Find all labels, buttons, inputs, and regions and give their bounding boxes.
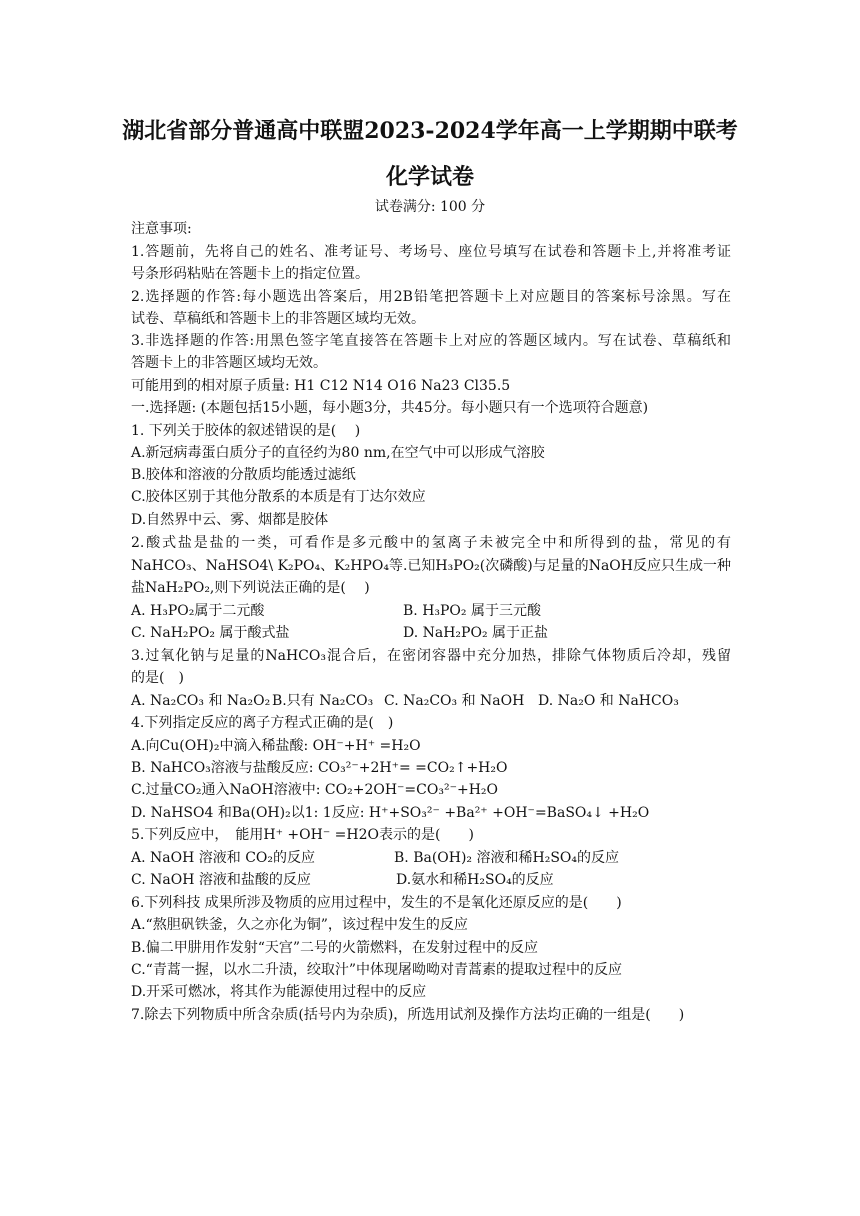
q1-option-c: C.胶体区别于其他分散系的本质是有丁达尔效应	[131, 489, 426, 505]
q6-option-b: B.偏二甲肼用作发射“天宫”二号的火箭燃料，在发射过程中的反应	[131, 940, 539, 956]
note-2-line-2: 试卷、草稿纸和答题卡上的非答题区域均无效。	[131, 311, 425, 327]
q4-option-c: C.过量CO₂通入NaOH溶液中: CO₂+2OH⁻=CO₃²⁻+H₂O	[131, 782, 498, 798]
note-2-line-1: 2.选择题的作答:每小题选出答案后，用2B铅笔把答题卡上对应题目的答案标号涂黑。写在	[131, 289, 731, 305]
q2-option-b: B. H₃PO₂ 属于三元酸	[403, 603, 541, 619]
q5-option-b: B. Ba(OH)₂ 溶液和稀H₂SO₄的反应	[394, 850, 619, 866]
q4-option-a: A.向Cu(OH)₂中滴入稀盐酸: OH⁻+H⁺ =H₂O	[131, 738, 421, 754]
q3-option-d: D. Na₂O 和 NaHCO₃	[538, 693, 679, 709]
q3-option-a: A. Na₂CO₃ 和 Na₂O₂	[131, 693, 271, 709]
q1-option-a: A.新冠病毒蛋白质分子的直径约为80 nm,在空气中可以形成气溶胶	[131, 445, 545, 461]
q6-stem: 6.下列科技 成果所涉及物质的应用过程中，发生的不是氧化还原反应的是( )	[131, 895, 622, 911]
note-3-line-1: 3.非选择题的作答:用黑色签字笔直接答在答题卡上对应的答题区域内。写在试卷、草稿纸和	[131, 333, 731, 349]
q6-option-c: C.“青蒿一握，以水二升渍，绞取汁”中体现屠呦呦对青蒿素的提取过程中的反应	[131, 962, 622, 978]
q6-option-a: A.“熬胆矾铁釜，久之亦化为铜”，该过程中发生的反应	[131, 917, 468, 933]
q3-stem-line-1: 3.过氧化钠与足量的NaHCO₃混合后，在密闭容器中充分加热，排除气体物质后冷却，残留	[131, 648, 731, 664]
q2-stem-line-3: 盐NaH₂PO₂,则下列说法正确的是( )	[131, 580, 370, 596]
q3-option-c: C. Na₂CO₃ 和 NaOH	[384, 693, 525, 709]
note-1-line-2: 号条形码粘贴在答题卡上的指定位置。	[131, 266, 369, 282]
notes-heading: 注意事项:	[131, 221, 192, 237]
q1-option-b: B.胶体和溶液的分散质均能透过滤纸	[131, 467, 356, 483]
exam-score: 试卷满分: 100 分	[374, 199, 486, 215]
section-heading: 一.选择题: (本题包括15小题，每小题3分，共45分。每小题只有一个选项符合题意)	[131, 400, 649, 416]
q3-stem-line-2: 的是( )	[131, 670, 184, 686]
q4-stem: 4.下列指定反应的离子方程式正确的是( )	[131, 715, 394, 731]
note-3-line-2: 答题卡上的非答题区域均无效。	[131, 355, 327, 371]
exam-title: 湖北省部分普通高中联盟2023-2024学年高一上学期期中联考	[122, 118, 738, 144]
q3-option-b: B.只有 Na₂CO₃	[272, 693, 374, 709]
q5-stem: 5.下列反应中， 能用H⁺ +OH⁻ =H2O表示的是( )	[131, 827, 474, 843]
atomic-masses: 可能用到的相对原子质量: H1 C12 N14 O16 Na23 Cl35.5	[131, 378, 511, 394]
q2-option-c: C. NaH₂PO₂ 属于酸式盐	[131, 625, 290, 641]
q6-option-d: D.开采可燃冰，将其作为能源使用过程中的反应	[131, 984, 427, 1000]
q4-option-b: B. NaHCO₃溶液与盐酸反应: CO₃²⁻+2H⁺= =CO₂↑+H₂O	[131, 760, 508, 776]
exam-subtitle: 化学试卷	[385, 164, 474, 190]
q2-stem-line-2: NaHCO₃、NaHSO4\ K₂PO₄、K₂HPO₄等.已知H₃PO₂(次磷酸)与足量的NaOH反应只生成一种	[131, 558, 731, 574]
q7-stem: 7.除去下列物质中所含杂质(括号内为杂质)，所选用试剂及操作方法均正确的一组是( )	[131, 1007, 685, 1023]
q1-stem: 1. 下列关于胶体的叙述错误的是( )	[131, 423, 361, 439]
q4-option-d: D. NaHSO4 和Ba(OH)₂以1: 1反应: H⁺+SO₃²⁻ +Ba²⁺ +OH⁻=BaSO₄↓ +H₂O	[131, 805, 650, 821]
q2-option-d: D. NaH₂PO₂ 属于正盐	[403, 625, 549, 641]
q1-option-d: D.自然界中云、雾、烟都是胶体	[131, 512, 329, 528]
q2-stem-line-1: 2.酸式盐是盐的一类，可看作是多元酸中的氢离子未被完全中和所得到的盐，常见的有	[131, 535, 731, 551]
q5-option-c: C. NaOH 溶液和盐酸的反应	[131, 872, 311, 888]
note-1-line-1: 1.答题前，先将自己的姓名、准考证号、考场号、座位号填写在试卷和答题卡上,并将准考证	[131, 244, 731, 260]
q2-option-a: A. H₃PO₂属于二元酸	[131, 603, 265, 619]
q5-option-d: D.氨水和稀H₂SO₄的反应	[396, 872, 554, 888]
q5-option-a: A. NaOH 溶液和 CO₂的反应	[131, 850, 315, 866]
